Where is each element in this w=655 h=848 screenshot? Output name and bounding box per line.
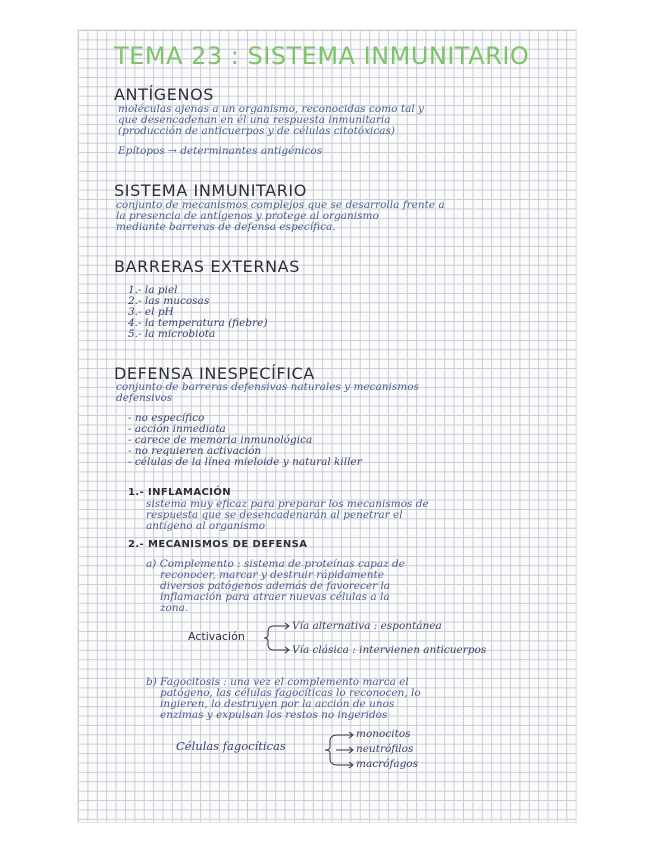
page-title: TEMA 23 : SISTEMA INMUNITARIO: [114, 42, 530, 70]
antigenos-line-2: que desencadenan en él una respuesta inmunitaria: [118, 114, 391, 126]
celula-item: macrófagos: [356, 758, 419, 770]
barrera-item: 5.- la microbiota: [128, 328, 216, 340]
subheading-mecanismos: 2.- MECANISMOS DE DEFENSA: [128, 539, 308, 550]
section-heading-sistema: SISTEMA INMUNITARIO: [114, 181, 307, 200]
complemento-line-4: inflamación para atraer nuevas células a la: [160, 591, 390, 603]
epitopos-line: Epítopos → determinantes antigénicos: [118, 145, 323, 157]
section-heading-defensa: DEFENSA INESPECÍFICA: [114, 364, 315, 383]
defensa-bullet: - no requieren activación: [128, 445, 262, 457]
inflamacion-line-2: respuesta que se desencadenarán al penetrar el: [146, 509, 403, 521]
fagocitosis-line-3: ingieren, lo destruyen por la acción de unos: [160, 698, 395, 710]
via-alternativa: Vía alternativa : espontánea: [292, 620, 442, 632]
celulas-brace-arrows: [322, 730, 354, 770]
barrera-item: 4.- la temperatura (fiebre): [128, 317, 268, 329]
celulas-label: Células fagocíticas: [176, 739, 286, 753]
complemento-line-1: a) Complemento : sistema de proteínas capaz de: [146, 558, 405, 570]
celula-item: monocitos: [356, 728, 411, 740]
defensa-bullet: - no específico: [128, 412, 205, 424]
activacion-brace-arrows: [262, 622, 292, 654]
complemento-line-3: diversos patógenos además de favorecer la: [160, 580, 391, 592]
section-heading-barreras: BARRERAS EXTERNAS: [114, 257, 300, 276]
subheading-inflamacion: 1.- INFLAMACIÓN: [128, 487, 232, 498]
fagocitosis-line-4: enzimas y expulsan los restos no ingeridos: [160, 709, 388, 721]
defensa-bullet: - acción inmediata: [128, 423, 226, 435]
defensa-line-1: conjunto de barreras defensivas naturales y mecanismos: [116, 381, 419, 393]
sistema-line-1: conjunto de mecanismos complejos que se desarrolla frente a: [116, 199, 445, 211]
antigenos-line-3: (producción de anticuerpos y de células citotóxicas): [118, 125, 396, 137]
inflamacion-line-3: antígeno al organismo: [146, 520, 266, 532]
barrera-item: 2.- las mucosas: [128, 295, 210, 307]
antigenos-line-1: moléculas ajenas a un organismo, reconocidas como tal y: [118, 103, 424, 115]
sistema-line-3: mediante barreras de defensa específica.: [116, 221, 336, 233]
fagocitosis-line-1: b) Fagocitosis : una vez el complemento marca el: [146, 676, 409, 688]
complemento-line-2: reconocer, marcar y destruir rápidamente: [160, 569, 384, 581]
inflamacion-line-1: sistema muy eficaz para preparar los mecanismos de: [146, 498, 429, 510]
defensa-bullet: - células de la línea mieloide y natural killer: [128, 456, 362, 468]
via-clasica: Vía clásica : intervienen anticuerpos: [292, 644, 487, 656]
activacion-label: Activación: [188, 630, 245, 643]
sistema-line-2: la presencia de antígenos y protege al organismo: [116, 210, 379, 222]
section-heading-antigenos: ANTÍGENOS: [114, 85, 215, 104]
fagocitosis-line-2: patógeno, las células fagocíticas lo reconocen, lo: [160, 687, 421, 699]
celula-item: neutrófilos: [356, 743, 414, 755]
defensa-line-2: defensivos: [116, 392, 173, 404]
complemento-line-5: zona.: [160, 602, 189, 614]
barrera-item: 3.- el pH: [128, 306, 174, 318]
barrera-item: 1.- la piel: [128, 284, 178, 296]
defensa-bullet: - carece de memoria inmunológica: [128, 434, 313, 446]
